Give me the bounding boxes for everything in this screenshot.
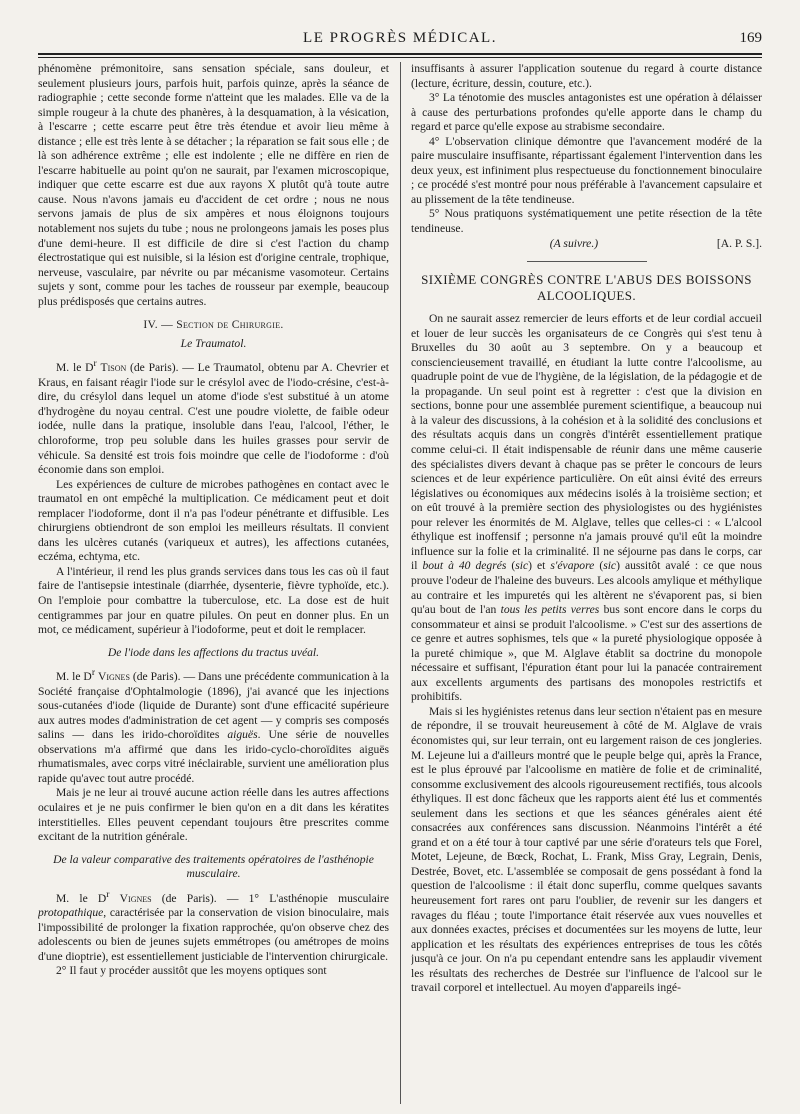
journal-title: LE PROGRÈS MÉDICAL. xyxy=(303,30,497,46)
signature-line xyxy=(411,237,762,252)
paragraph-congres: On ne saurait assez remercier de leurs efforts et de leur cordial accueil et louer de leur succès les organisateurs de ce Congrès qui s'est tenu à Bruxelles du 30 août au 3 septembre. On y a beaucoup et consciencieusement travaillé, en étudiant la lutte contre l'alcoolisme, au quadruple point de vue de l'hygiène, de la législation, de la pédagogie et de la propagande. Un seul point est à regretter : c'est que la division en sections, bonne pour une assemblée purement scientifique, a beaucoup nui à la valeur des discussions, à la cohésion et à la solidité des conclusions et des résultats acquis dans un congrès d'intérêt essentiellement pratique comme celui-ci. Il était indispensable de réunir dans une même causerie des spécialistes divers devant à chaque pas se prêter le concours de leurs sciences et de leur expérience particulière. On eût ainsi évité des erreurs législatives ou économiques aux médecins isolés à la troisième section; et on eût trouvé à la première section des physiologistes ou des hygiénistes pour relever les énormités de M. Alglave, telles que celles-ci : « L'alcool éthylique est inoffensif ; personne n'a jamais prouvé qu'il eût la moindre influence sur la folie et la criminalité. Il ne séjourne pas dans le corps, car il bout à 40 degrés (sic) et s'évapore (sic) aussitôt avalé : ce que nous prouve l'odeur de l'haleine des buveurs. Les alcools amylique et méthylique au contraire et les impuretés qui les altèrent ne s'évaporent pas, si bien qu'au bout de l'an tous les petits verres bus sont encore dans le corps du consommateur et ainsi se produit l'alcoolisme. » C'est sur des assertions de ce genre et autres sophismes, tels que « la pureté physiologique opposée à la pureté chimique », que M. Alglave établit sa doctrine du monopole nécessaire et suffisant, l'épuration étant pour lui la panacée contrairement aux excellents arguments des partisans des monopoles restrictifs et prohibitifs. xyxy=(411,312,762,704)
paragraph-hygienistes: Mais si les hygiénistes retenus dans leur section n'étaient pas en mesure de répondre, il se trouvait heureusement à côté de M. Alglave de vrais économistes qui, sur leur terrain, ont eu largement raison de ces jongleries. M. Lejeune lui a d'ailleurs montré que le peuple belge qui, après la France, est le plus éprouvé par l'alcoolisme en matière de folie et de criminalité, consomme exclusivement des alcools rigoureusement rectifiés, tous alcools éthyliques. Il est donc fâcheux que les rapports aient été lus et commentés seulement dans les sections et que les séances générales aient été consacrées aux conférences sans discussion. Néanmoins l'intérêt a été grand et on a été tour à tour captivé par une série d'orateurs tels que Forel, Motet, Lejeune, de Bœck, Rochat, L. Frank, Miss Gray, Legrain, Denis, Destrée, Bovet, etc. L'assemblée se composait de gens possédant à fond la question de l'alcoolisme : il était donc superflu, comme quelques savants heureusement fort rares ont paru l'oublier, de revenir sur les dangers et ravages du fléau ; toute l'importance était réservée aux vues nouvelles et aux données exactes, précises et documentées sur les moyens de lutte, leur application et les résultats des expériences entreprises de tous les côtés jusqu'à ce jour. On n'a pu cependant entendre sans les applaudir vivement les résultats des recherches de Destrée sur l'influence de l'alcool sur le travail corporel et intellectuel. Au moyen d'appareils ingé- xyxy=(411,704,762,995)
author-name: Vignes xyxy=(119,891,152,905)
paragraph-continuation: insuffisants à assurer l'application soutenue du regard à courte distance (lecture, écriture, dessin, couture, etc.). xyxy=(411,62,762,90)
paragraph-vignes-asthenopie: M. le $D^r$ Vignes (de Paris). — 1° L'asthénopie musculaire protopathique, caractérisée par la conservation de vision binoculaire, mais l'impossibilité de prolonger la fixation rapprochée, qu'on observe chez des adolescents ou bien de jeunes sujets emmétropes (ou amétropes de moins d'une dioptrie), est essentiellement justiciable de l'intervention chirurgicale. xyxy=(38,888,389,963)
author-name: Tison xyxy=(100,361,127,375)
article-title-asthenopie: De la valeur comparative des traitements opératoires de l'asthénopie musculaire. xyxy=(53,852,374,881)
paragraph-radiography: phénomène prémonitoire, sans sensation spéciale, sans douleur, et seulement plusieurs jours, parfois huit, parfois quinze, après la séance de radiographie ; cette seconde forme n'atteint que les malades. Elle va de la simple rougeur à la chute des phanères, à la desquamation, à la vésication, à l'escarre ; cette escarre peut être très étendue et avoir lieu même à distance ; elle est très lente à se détacher ; la réparation se fait sous elle ; de là son adhérence extrême ; elle est indolente ; elle ne diffère en rien de l'escarre habituelle au point qu'on ne saurait, par l'examen microscopique, indiquer que cette escarre est due aux rayons X plutôt qu'à toute autre cause. Nous n'avons jamais eu d'accident de cet ordre ; nous ne nous servons jamais de plus de six ampères et nous éloignons toujours notablement nos sujets du tube ; nous ne prolongeons jamais les poses plus d'une demi-heure. Il est difficile de dire si c'est l'action du champ électrostatique qui est nuisible, si la lésion est d'origine centrale, trophique, nerveuse, vasculaire, par névrite ou par mécanisme vasomoteur. Certains sujets y sont, comme pour les taches de rousseur par exemple, beaucoup plus prédisposés que certains autres. xyxy=(38,62,389,308)
column-divider xyxy=(400,62,401,1104)
right-column xyxy=(411,62,762,1104)
paragraph-interieur: A l'intérieur, il rend les plus grands services dans tous les cas où il faut faire de l'antisepsie intestinale (diarrhée, dysenterie, fièvre typhoïde, etc.). On l'emploie pour combattre la tuberculose, etc. La dose est de huit centigrammes par jour en quatre pilules. On peut en donner plus. En un mot, ce médicament, supérieur à l'iodoforme, peut et doit le remplacer. xyxy=(38,564,389,637)
running-head xyxy=(38,30,762,52)
paragraph-tison: M. le $D^r$ Tison (de Paris). — Le Traumatol, obtenu par A. Chevrier et Kraus, en faisant réagir l'iode sur le crésylol avec de l'iodo-crésine, c'est-à-dire, du crésylol dans lequel un atome d'iode s'est substitué à un atome d'hydrogène du noyau central. C'est une poudre violette, de faible odeur iodée, nulle dans la pratique, insoluble dans l'eau, l'alcool, l'éther, le chloroforme, trop peu soluble dans les huiles grasses pour servir de véhicule. Sa densité est trois fois moindre que celle de l'iodoforme : d'où économie dans son emploi. xyxy=(38,358,389,477)
paragraph-point-4: 4° L'observation clinique démontre que l'avancement modéré de la paire musculaire insuffisante, répartissant également l'intervention dans les deux yeux, est infiniment plus respectueuse du fonctionnement binoculaire ; ce procédé s'est montré pour nous préférable à l'avancement capsulaire et au plissement de la tête tendineuse. xyxy=(411,134,762,206)
to-be-continued: (A suivre.) xyxy=(549,236,599,250)
article-title-traumatol: Le Traumatol. xyxy=(180,336,247,350)
author-initials: [A. P. S.]. xyxy=(716,236,762,250)
paragraph-point-2: 2° Il faut y procéder aussitôt que les moyens optiques sont xyxy=(56,964,327,978)
paragraph-vignes-iode: M. le $D^r$ Vignes (de Paris). — Dans une précédente communication à la Société française d'Ophtalmologie (1896), j'ai avancé que les injections sous-cutanées d'iode (liquide de Durante) sont d'une efficacité supérieure aux autres modes d'administration de cet agent — y compris ses composés salins — dans les irido-choroïdites aiguës. Une série de nouvelles observations m'a affirmé que dans les irido-cyclo-choroïdites aiguës rhumatismales, avec corps vitré inéclairable, survient une amélioration plus rapide qu'avec tout autre procédé. xyxy=(38,667,389,785)
paragraph-mais: Mais je ne leur ai trouvé aucune action réelle dans les autres affections oculaires et je ne puis confirmer le bien qu'on en a dit dans les kératites interstitielles. Elles peuvent cependant toujours être prescrites comme excitant de la nutrition générale. xyxy=(38,786,389,844)
paragraph-point-5: 5° Nous pratiquons systématiquement une petite résection de la tête tendineuse. xyxy=(411,207,762,236)
section-heading-chirurgie: IV. — Section de Chirurgie. xyxy=(143,318,284,332)
paragraph-cultures: Les expériences de culture de microbes pathogènes en contact avec le traumatol en ont empêché la multiplication. Ce médicament peut et doit remplacer l'iodoforme, dont il n'a pas l'odeur pénétrante et diffusible. Les chirurgiens obtiendront de son emploi les meilleurs résultats. Il convient dans les ulcères cutanés (variqueux et autres), les affections cutanées, eczéma, echtyma, etc. xyxy=(38,477,389,564)
author-name: Vignes xyxy=(97,670,130,684)
left-column xyxy=(38,62,389,1104)
article-title-congres: SIXIÈME CONGRÈS CONTRE L'ABUS DES BOISSONS ALCOOLIQUES. xyxy=(421,272,752,304)
two-column-body xyxy=(38,62,762,1104)
page-number: 169 xyxy=(739,30,762,46)
article-title-iode: De l'iode dans les affections du tractus uvéal. xyxy=(107,645,320,659)
header-rule xyxy=(38,53,762,58)
paragraph-point-3: 3° La ténotomie des muscles antagonistes est une opération à délaisser à cause des perturbations profondes qu'elle apporte dans le champ du regard et parce qu'elle expose au strabisme secondaire. xyxy=(411,91,762,134)
section-separator xyxy=(527,261,647,262)
